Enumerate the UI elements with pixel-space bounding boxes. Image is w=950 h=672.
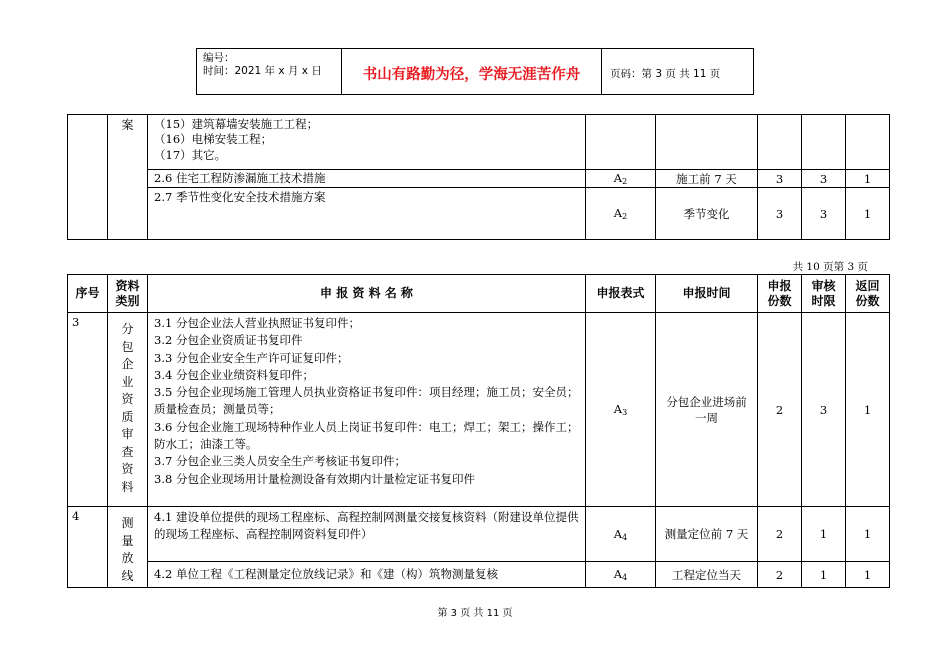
- item-description: [148, 562, 586, 588]
- item-description: [148, 507, 586, 562]
- category-cell: [108, 313, 148, 507]
- form-subscript: 2: [622, 177, 628, 186]
- header-copies: 申报份数: [758, 275, 802, 313]
- table-row: [68, 115, 890, 170]
- item-description: [148, 115, 586, 170]
- form-subscript: 3: [622, 408, 628, 417]
- time-cell: [656, 115, 758, 170]
- form-subscript: 2: [622, 212, 628, 221]
- returns-cell: 1: [846, 562, 890, 588]
- time-cell: 季节变化: [656, 188, 758, 240]
- limit-cell: 1: [802, 507, 846, 562]
- copies-cell: [758, 115, 802, 170]
- form-code: A: [613, 402, 623, 416]
- limit-cell: 3: [802, 170, 846, 188]
- header-motto: 书山有路勤为径，学海无涯苦作舟: [342, 49, 602, 94]
- limit-cell: 3: [802, 313, 846, 507]
- number-label: 编号：: [203, 52, 235, 64]
- item-line: 3.8 分包企业现场用计量检测设备有效期内计量检定证书复印件: [154, 471, 475, 486]
- table-header-row: [68, 275, 890, 313]
- returns-cell: 1: [846, 170, 890, 188]
- limit-cell: 3: [802, 188, 846, 240]
- page-note: 共 10 页第 3 页: [792, 261, 868, 273]
- returns-cell: 1: [846, 313, 890, 507]
- table-main: [67, 274, 890, 588]
- item-line: （16）电梯安装工程；: [154, 132, 273, 147]
- page-header: [196, 48, 754, 95]
- copies-cell: 3: [758, 188, 802, 240]
- time-label: 时间：2021 年 x 月 x 日: [203, 65, 322, 77]
- header-meta: [197, 49, 342, 94]
- item-description: [148, 313, 586, 507]
- table-continuation: [67, 114, 890, 240]
- form-cell: [586, 313, 656, 507]
- time-cell: 测量定位前 7 天: [656, 507, 758, 562]
- header-returns: 返回份数: [846, 275, 890, 313]
- item-line: 3.4 分包企业业绩资料复印件；: [154, 367, 314, 382]
- form-code: A: [613, 526, 623, 541]
- form-code: A: [613, 567, 623, 581]
- form-cell: [586, 170, 656, 188]
- copies-cell: 3: [758, 170, 802, 188]
- category-text: 测量放线: [121, 516, 134, 583]
- header-page-label: 页码：第 3 页 共 11 页: [610, 68, 721, 80]
- copies-cell: 2: [758, 562, 802, 588]
- item-line: 3.7 分包企业三类人员安全生产考核证书复印件；: [154, 454, 406, 469]
- seq-cell: 3: [68, 313, 108, 507]
- form-cell: [586, 188, 656, 240]
- table-row: [68, 562, 890, 588]
- item-line: （17）其它。: [154, 147, 227, 162]
- item-line: 3.2 分包企业资质证书复印件: [154, 333, 303, 348]
- item-description: [148, 188, 586, 240]
- seq-cell: [68, 115, 108, 240]
- header-time: 申报时间: [656, 275, 758, 313]
- returns-cell: 1: [846, 188, 890, 240]
- item-line: 3.5 分包企业现场施工管理人员执业资格证书复印件：项目经理；施工员；安全员；质量检查员；测量员等；: [154, 385, 579, 417]
- form-subscript: 4: [622, 532, 628, 542]
- category-cell: [108, 507, 148, 588]
- limit-cell: [802, 115, 846, 170]
- category-cell: 案: [108, 115, 148, 240]
- header-form: 申报表式: [586, 275, 656, 313]
- form-code: A: [613, 206, 623, 220]
- item-line: 3.6 分包企业施工现场特种作业人员上岗证书复印件：电工；焊工；架工；操作工；防水工；油漆工等。: [154, 419, 579, 452]
- form-code: A: [613, 171, 623, 185]
- item-line: （15）建筑幕墙安装施工工程；: [154, 117, 319, 131]
- copies-cell: 2: [758, 507, 802, 562]
- table-row: [68, 507, 890, 562]
- header-name: 申 报 资 料 名 称: [148, 275, 586, 313]
- page-footer: 第 3 页 共 11 页: [437, 608, 513, 619]
- time-cell: 施工前 7 天: [656, 170, 758, 188]
- table-row: [68, 313, 890, 507]
- returns-cell: [846, 115, 890, 170]
- form-cell: [586, 115, 656, 170]
- form-cell: [586, 562, 656, 588]
- item-line: 4.1 建设单位提供的现场工程座标、高程控制网测量交接复核资料（附建设单位提供的现场工程座标、高程控制网资料复印件）: [154, 510, 579, 541]
- form-cell: [586, 507, 656, 562]
- table-row: [68, 188, 890, 240]
- time-cell: 工程定位当天: [656, 562, 758, 588]
- item-line: 2.6 住宅工程防渗漏施工技术措施: [154, 171, 326, 185]
- item-line: 2.7 季节性变化安全技术措施方案: [154, 190, 326, 204]
- table-row: [68, 170, 890, 188]
- item-description: [148, 170, 586, 188]
- limit-cell: 1: [802, 562, 846, 588]
- time-cell: 分包企业进场前一周: [656, 313, 758, 507]
- item-line: 3.3 分包企业安全生产许可证复印件；: [154, 350, 349, 365]
- category-text: 分包企业资质审查资料: [121, 322, 134, 494]
- item-line: 4.2 单位工程《工程测量定位放线记录》和《建（构）筑物测量复核: [154, 566, 498, 581]
- form-subscript: 4: [622, 573, 628, 582]
- header-category: 资料类别: [108, 275, 148, 313]
- seq-cell: 4: [68, 507, 108, 588]
- returns-cell: 1: [846, 507, 890, 562]
- header-limit: 审核时限: [802, 275, 846, 313]
- copies-cell: 2: [758, 313, 802, 507]
- item-line: 3.1 分包企业法人营业执照证书复印件；: [154, 316, 360, 330]
- header-seq: 序号: [68, 275, 108, 313]
